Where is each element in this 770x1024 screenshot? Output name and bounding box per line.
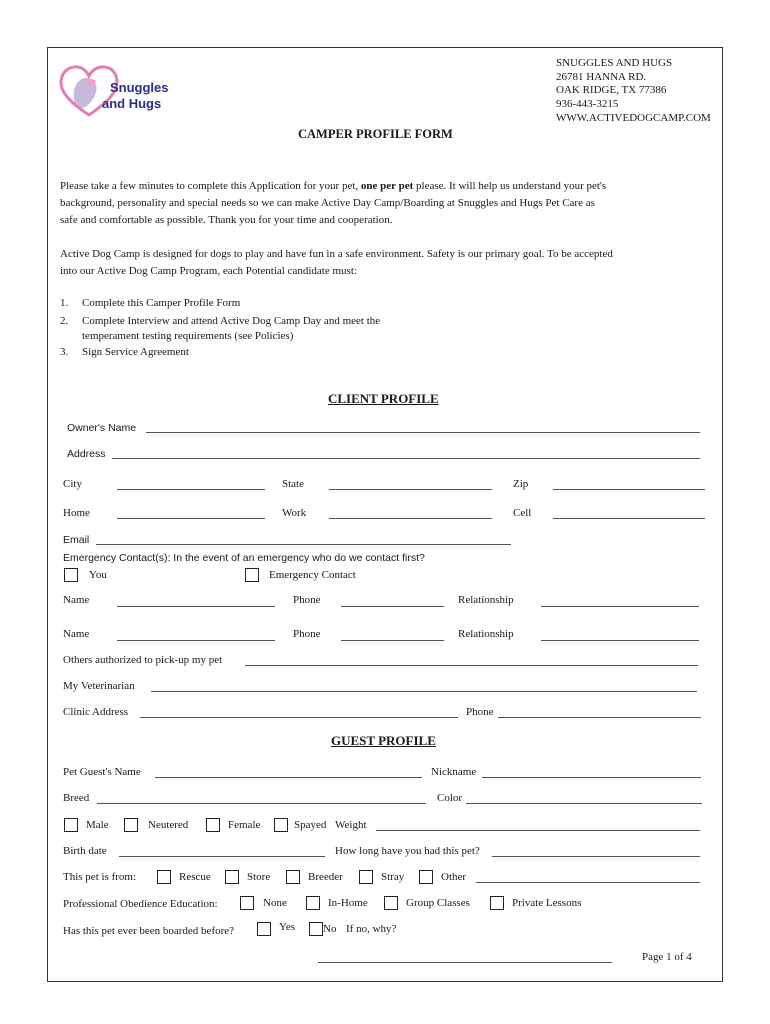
private-lessons-checkbox[interactable] <box>490 896 504 910</box>
birth-date-label: Birth date <box>63 845 107 857</box>
in-home-checkbox[interactable] <box>306 896 320 910</box>
authorized-pickup-field[interactable] <box>245 665 698 666</box>
group-classes-checkbox[interactable] <box>384 896 398 910</box>
step-text: Complete Interview and attend Active Dog Camp Day and meet the <box>82 315 381 327</box>
logo-line1: Snuggles <box>110 80 169 95</box>
company-street: 26781 HANNA RD. <box>556 71 647 83</box>
zip-label: Zip <box>513 478 529 490</box>
work-phone-field[interactable] <box>329 518 492 519</box>
male-label: Male <box>86 819 109 831</box>
step-number: 3. <box>60 346 69 358</box>
if-no-why-label: If no, why? <box>346 923 397 935</box>
female-label: Female <box>228 819 261 831</box>
how-long-label: How long have you had this pet? <box>335 845 480 857</box>
intro-line2: background, personality and special needs so we can make Active Day Camp/Boarding at Snuggles and Hugs Pet Care as <box>60 197 595 209</box>
authorized-pickup-label: Others authorized to pick-up my pet <box>63 654 223 666</box>
contact1-relationship-label: Relationship <box>458 594 514 606</box>
emergency-contact-label: Emergency Contact <box>269 569 356 581</box>
you-checkbox[interactable] <box>64 568 78 582</box>
weight-field[interactable] <box>376 830 700 831</box>
contact1-relationship-field[interactable] <box>541 606 699 607</box>
rescue-label: Rescue <box>179 871 211 883</box>
contact2-relationship-field[interactable] <box>541 640 699 641</box>
male-checkbox[interactable] <box>64 818 78 832</box>
pet-from-label: This pet is from: <box>63 871 137 883</box>
nickname-label: Nickname <box>431 766 477 778</box>
city-field[interactable] <box>117 489 265 490</box>
neutered-label: Neutered <box>148 819 189 831</box>
breeder-label: Breeder <box>308 871 343 883</box>
pet-name-field[interactable] <box>155 777 422 778</box>
store-label: Store <box>247 871 271 883</box>
intro-line1: Please take a few minutes to complete this Application for your pet, one per pet please. It will help us understand your pet's <box>60 180 607 192</box>
page-number: Page 1 of 4 <box>642 951 692 963</box>
work-phone-label: Work <box>282 507 307 519</box>
step-number: 1. <box>60 297 69 309</box>
color-label: Color <box>437 792 463 804</box>
clinic-address-label: Clinic Address <box>63 706 129 718</box>
contact1-name-field[interactable] <box>117 606 275 607</box>
spayed-label: Spayed <box>294 819 327 831</box>
contact2-relationship-label: Relationship <box>458 628 514 640</box>
spayed-checkbox[interactable] <box>274 818 288 832</box>
other-checkbox[interactable] <box>419 870 433 884</box>
state-field[interactable] <box>329 489 492 490</box>
weight-label: Weight <box>335 819 367 831</box>
owner-name-field[interactable] <box>146 432 700 433</box>
state-label: State <box>282 478 304 490</box>
store-checkbox[interactable] <box>225 870 239 884</box>
company-phone: 936-443-3215 <box>556 98 619 110</box>
boarded-before-label: Has this pet ever been boarded before? <box>63 925 235 937</box>
rescue-checkbox[interactable] <box>157 870 171 884</box>
cell-phone-label: Cell <box>513 507 532 519</box>
company-name: SNUGGLES AND HUGS <box>556 57 673 69</box>
home-phone-field[interactable] <box>117 518 265 519</box>
neutered-checkbox[interactable] <box>124 818 138 832</box>
color-field[interactable] <box>466 803 702 804</box>
you-label: You <box>89 569 107 581</box>
boarded-no-checkbox[interactable] <box>309 922 323 936</box>
intro-para2-line2: into our Active Dog Camp Program, each Potential candidate must: <box>60 265 357 277</box>
owner-name-label: Owner's Name <box>67 422 137 434</box>
other-label: Other <box>441 871 467 883</box>
step-number: 2. <box>60 315 69 327</box>
step-text: Sign Service Agreement <box>82 346 189 358</box>
if-no-why-field[interactable] <box>318 962 612 963</box>
contact1-name-label: Name <box>63 594 90 606</box>
email-field[interactable] <box>96 544 511 545</box>
address-field[interactable] <box>112 458 700 459</box>
step-text-cont: temperament testing requirements (see Policies) <box>82 330 294 342</box>
contact2-phone-field[interactable] <box>341 640 444 641</box>
pet-name-label: Pet Guest's Name <box>63 766 141 778</box>
intro-line3: safe and comfortable as possible. Thank you for your time and cooperation. <box>60 214 393 226</box>
in-home-label: In-Home <box>328 897 368 909</box>
birth-date-field[interactable] <box>119 856 325 857</box>
private-lessons-label: Private Lessons <box>512 897 582 909</box>
contact1-phone-field[interactable] <box>341 606 444 607</box>
nickname-field[interactable] <box>482 777 701 778</box>
contact2-phone-label: Phone <box>293 628 321 640</box>
emergency-contact-instructions: Emergency Contact(s): In the event of an emergency who do we contact first? <box>63 552 425 564</box>
clinic-phone-label: Phone <box>466 706 494 718</box>
other-field[interactable] <box>476 882 700 883</box>
how-long-field[interactable] <box>492 856 700 857</box>
breeder-checkbox[interactable] <box>286 870 300 884</box>
contact2-name-label: Name <box>63 628 90 640</box>
clinic-address-field[interactable] <box>140 717 458 718</box>
step-text: Complete this Camper Profile Form <box>82 297 241 309</box>
breed-label: Breed <box>63 792 90 804</box>
boarded-yes-label: Yes <box>279 921 296 933</box>
group-classes-label: Group Classes <box>406 897 470 909</box>
obedience-label: Professional Obedience Education: <box>63 898 218 910</box>
company-website: WWW.ACTIVEDOGCAMP.COM <box>556 112 711 124</box>
female-checkbox[interactable] <box>206 818 220 832</box>
breed-field[interactable] <box>97 803 426 804</box>
city-label: City <box>63 478 82 490</box>
intro-para2-line1: Active Dog Camp is designed for dogs to play and have fun in a safe environment. Safety is our primary goal. To be accepted <box>60 248 613 260</box>
form-title: CAMPER PROFILE FORM <box>298 127 453 141</box>
veterinarian-field[interactable] <box>151 691 697 692</box>
cell-phone-field[interactable] <box>553 518 705 519</box>
veterinarian-label: My Veterinarian <box>63 680 135 692</box>
obedience-none-checkbox[interactable] <box>240 896 254 910</box>
obedience-none-label: None <box>263 897 287 909</box>
boarded-no-label: No <box>323 923 337 935</box>
guest-profile-heading: GUEST PROFILE <box>331 733 436 748</box>
zip-field[interactable] <box>553 489 705 490</box>
address-label: Address <box>67 448 106 460</box>
client-profile-heading: CLIENT PROFILE <box>328 391 439 406</box>
boarded-yes-checkbox[interactable] <box>257 922 271 936</box>
company-city: OAK RIDGE, TX 77386 <box>556 84 667 96</box>
emergency-contact-checkbox[interactable] <box>245 568 259 582</box>
contact2-name-field[interactable] <box>117 640 275 641</box>
clinic-phone-field[interactable] <box>498 717 701 718</box>
logo-line2: and Hugs <box>102 96 162 111</box>
stray-checkbox[interactable] <box>359 870 373 884</box>
stray-label: Stray <box>381 871 405 883</box>
home-phone-label: Home <box>63 507 90 519</box>
contact1-phone-label: Phone <box>293 594 321 606</box>
email-label: Email <box>63 534 90 546</box>
